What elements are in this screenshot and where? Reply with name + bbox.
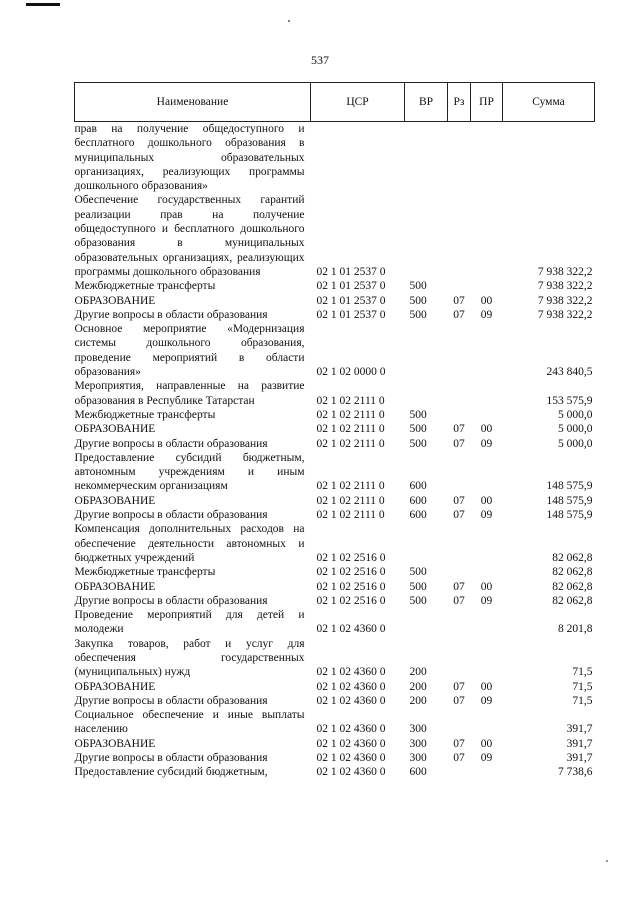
row-vr: 300 (409, 723, 427, 736)
row-csr: 02 1 02 2111 0 (316, 408, 385, 421)
row-sum: 5 000,0 (558, 437, 593, 450)
row-sum: 71,5 (572, 680, 593, 693)
row-pr (471, 708, 503, 737)
table-row (75, 308, 595, 322)
table-row (75, 694, 595, 708)
row-csr: 02 1 02 2111 0 (316, 509, 385, 522)
row-name: Межбюджетные трансферты (74, 408, 216, 421)
row-vr: 500 (409, 408, 427, 421)
table-row (75, 680, 595, 694)
row-sum: 148 575,9 (546, 480, 593, 493)
row-name: ОБРАЗОВАНИЕ (74, 680, 156, 693)
row-vr: 500 (409, 294, 427, 307)
row-sum: 5 000,0 (558, 423, 593, 436)
row-pr: 09 (480, 308, 493, 321)
row-vr: 600 (409, 480, 427, 493)
row-csr: 02 1 02 2111 0 (316, 394, 385, 407)
row-pr: 00 (480, 423, 493, 436)
row-name: Межбюджетные трансферты (74, 566, 216, 579)
row-rz: 07 (453, 308, 465, 321)
row-csr: 02 1 02 4360 0 (316, 723, 386, 736)
row-name: Проведение мероприятий для детей и молодежи (74, 609, 305, 636)
table-row (75, 294, 595, 308)
row-name: ОБРАЗОВАНИЕ (74, 423, 156, 436)
row-name: Мероприятия, направленные на развитие образования в Республике Татарстан (74, 380, 305, 407)
row-vr (405, 322, 448, 379)
row-sum: 82 062,8 (552, 566, 593, 579)
row-csr: 02 1 02 2111 0 (316, 437, 385, 450)
row-name: Другие вопросы в области образования (74, 308, 268, 321)
table-row (75, 193, 595, 279)
row-sum: 82 062,8 (552, 580, 593, 593)
row-csr: 02 1 02 2516 0 (316, 580, 386, 593)
table-row (75, 437, 595, 451)
table-row (75, 580, 595, 594)
row-name: Межбюджетные трансферты (74, 280, 216, 293)
table-row (75, 608, 595, 637)
table-row (75, 637, 595, 680)
row-name: Предоставление субсидий бюджетным, (74, 766, 268, 779)
row-rz (448, 765, 471, 779)
row-name: Основное мероприятие «Модернизация системы дошкольного образования, проведение мероприятий в области образования» (74, 323, 305, 379)
row-vr: 500 (409, 423, 427, 436)
row-sum: 7 938 322,2 (537, 265, 593, 278)
header-name: Наименование (75, 83, 311, 122)
row-sum: 243 840,5 (546, 366, 593, 379)
row-vr: 300 (409, 752, 427, 765)
header-pr: ПР (471, 83, 503, 122)
table-row (75, 594, 595, 608)
row-name: Другие вопросы в области образования (74, 509, 268, 522)
row-csr (311, 122, 405, 194)
table-header-row (75, 83, 595, 122)
row-sum: 7 738,6 (558, 766, 593, 779)
row-csr: 02 1 01 2537 0 (316, 280, 386, 293)
row-rz (448, 637, 471, 680)
row-sum: 7 938 322,2 (537, 280, 593, 293)
row-vr (405, 379, 448, 408)
row-csr: 02 1 01 2537 0 (316, 294, 386, 307)
row-csr: 02 1 02 4360 0 (316, 666, 386, 679)
row-vr: 500 (409, 280, 427, 293)
row-rz: 07 (453, 752, 465, 765)
row-sum: 8 201,8 (558, 623, 593, 636)
row-name: Социальное обеспечение и иные выплаты населению (74, 709, 305, 736)
row-pr: 09 (480, 509, 493, 522)
table-row (75, 494, 595, 508)
row-vr: 500 (409, 308, 427, 321)
row-csr: 02 1 02 2111 0 (316, 480, 385, 493)
table-row (75, 522, 595, 565)
row-name: Другие вопросы в области образования (74, 752, 268, 765)
row-rz: 07 (453, 294, 465, 307)
row-rz (448, 193, 471, 279)
row-rz: 07 (453, 580, 465, 593)
row-sum: 71,5 (572, 694, 593, 707)
row-pr (471, 279, 503, 293)
row-csr: 02 1 01 2537 0 (316, 265, 386, 278)
row-csr: 02 1 02 4360 0 (316, 766, 386, 779)
row-name: ОБРАЗОВАНИЕ (74, 494, 156, 507)
row-vr: 500 (409, 437, 427, 450)
row-pr (471, 637, 503, 680)
row-vr: 500 (409, 594, 427, 607)
row-csr: 02 1 02 4360 0 (316, 680, 386, 693)
row-pr: 09 (480, 694, 493, 707)
row-rz (448, 708, 471, 737)
row-rz: 07 (453, 694, 465, 707)
row-rz (448, 122, 471, 194)
row-pr: 00 (480, 494, 493, 507)
row-name: ОБРАЗОВАНИЕ (74, 294, 156, 307)
row-vr: 600 (409, 494, 427, 507)
row-name: Обеспечение государственных гарантий реализации прав на получение общедоступного и бесплатного дошкольного образования в муниципальных образовательных организациях, реализующих программы дошкольного образования (74, 194, 305, 278)
table-row (75, 565, 595, 579)
row-name: Другие вопросы в области образования (74, 437, 268, 450)
row-vr: 200 (409, 680, 427, 693)
row-sum: 5 000,0 (558, 408, 593, 421)
row-vr: 500 (409, 580, 427, 593)
row-name: Компенсация дополнительных расходов на обеспечение деятельности автономных и бюджетных учреждений (74, 523, 305, 564)
row-pr (471, 608, 503, 637)
row-pr (471, 379, 503, 408)
row-pr: 00 (480, 737, 493, 750)
row-name: ОБРАЗОВАНИЕ (74, 737, 156, 750)
table-row (75, 508, 595, 522)
row-csr: 02 1 02 4360 0 (316, 694, 386, 707)
row-csr: 02 1 02 2516 0 (316, 566, 386, 579)
row-vr: 300 (409, 737, 427, 750)
header-sum: Сумма (503, 83, 595, 122)
row-csr: 02 1 02 4360 0 (316, 737, 386, 750)
row-pr (471, 565, 503, 579)
row-name: Другие вопросы в области образования (74, 594, 268, 607)
row-vr: 600 (409, 509, 427, 522)
row-name: Закупка товаров, работ и услуг для обеспечения государственных (муниципальных) нужд (74, 637, 305, 679)
row-vr (405, 122, 448, 194)
row-csr: 02 1 02 0000 0 (316, 366, 386, 379)
row-sum: 148 575,9 (546, 509, 593, 522)
row-csr: 02 1 02 2111 0 (316, 494, 385, 507)
row-csr: 02 1 02 4360 0 (316, 623, 386, 636)
row-vr (405, 608, 448, 637)
row-csr: 02 1 02 2516 0 (316, 551, 386, 564)
row-vr: 600 (409, 766, 427, 779)
row-rz (448, 608, 471, 637)
row-sum: 71,5 (572, 666, 593, 679)
row-csr: 02 1 02 2111 0 (316, 423, 385, 436)
row-sum: 7 938 322,2 (537, 308, 593, 321)
row-sum (503, 122, 595, 194)
row-sum: 391,7 (566, 723, 593, 736)
row-rz: 07 (453, 437, 465, 450)
row-rz: 07 (453, 737, 465, 750)
row-name: ОБРАЗОВАНИЕ (74, 580, 156, 593)
row-pr: 09 (480, 752, 493, 765)
table-row (75, 708, 595, 737)
table-row (75, 408, 595, 422)
row-sum: 153 575,9 (546, 394, 593, 407)
table-row (75, 322, 595, 379)
table-row (75, 379, 595, 408)
table-row (75, 422, 595, 436)
row-rz: 07 (453, 494, 465, 507)
row-sum: 148 575,9 (546, 494, 593, 507)
row-rz (448, 408, 471, 422)
row-pr (471, 451, 503, 494)
row-rz (448, 451, 471, 494)
row-name: Предоставление субсидий бюджетным, автономным учреждениям и иным некоммерческим организациям (74, 451, 305, 493)
row-pr: 00 (480, 580, 493, 593)
corner-scan-mark (26, 3, 60, 6)
row-pr: 00 (480, 680, 493, 693)
row-sum: 391,7 (566, 737, 593, 750)
row-pr (471, 193, 503, 279)
page-number: 537 (311, 53, 329, 67)
scan-speck (606, 860, 608, 862)
row-vr: 200 (409, 694, 427, 707)
row-vr: 500 (409, 566, 427, 579)
row-csr: 02 1 02 4360 0 (316, 752, 386, 765)
row-vr: 200 (409, 666, 427, 679)
row-sum: 391,7 (566, 752, 593, 765)
row-pr (471, 122, 503, 194)
row-pr (471, 322, 503, 379)
row-rz (448, 379, 471, 408)
row-name: прав на получение общедоступного и бесплатного дошкольного образования в муниципальных образовательных организациях, реализующих программы дошкольного образования» (74, 123, 305, 193)
scan-speck (288, 20, 290, 22)
row-rz (448, 565, 471, 579)
row-pr: 00 (480, 294, 493, 307)
table-row (75, 751, 595, 765)
row-pr: 09 (480, 594, 493, 607)
row-sum: 82 062,8 (552, 594, 593, 607)
table-row (75, 279, 595, 293)
row-vr (405, 193, 448, 279)
row-pr (471, 765, 503, 779)
row-pr: 09 (480, 437, 493, 450)
row-rz: 07 (453, 423, 465, 436)
row-vr (405, 522, 448, 565)
header-csr: ЦСР (311, 83, 405, 122)
row-rz: 07 (453, 509, 465, 522)
row-sum: 82 062,8 (552, 551, 593, 564)
row-pr (471, 408, 503, 422)
row-pr (471, 522, 503, 565)
row-name: Другие вопросы в области образования (74, 694, 268, 707)
row-rz: 07 (453, 594, 465, 607)
row-rz (448, 279, 471, 293)
table-row (75, 451, 595, 494)
table-body (75, 122, 595, 780)
row-rz: 07 (453, 680, 465, 693)
table-row (75, 765, 595, 779)
row-sum: 7 938 322,2 (537, 294, 593, 307)
row-rz (448, 322, 471, 379)
table-row (75, 737, 595, 751)
row-rz (448, 522, 471, 565)
header-vr: ВР (405, 83, 448, 122)
budget-table (74, 82, 595, 780)
row-csr: 02 1 02 2516 0 (316, 594, 386, 607)
table-row (75, 122, 595, 194)
header-rz: Рз (448, 83, 471, 122)
row-csr: 02 1 01 2537 0 (316, 308, 386, 321)
